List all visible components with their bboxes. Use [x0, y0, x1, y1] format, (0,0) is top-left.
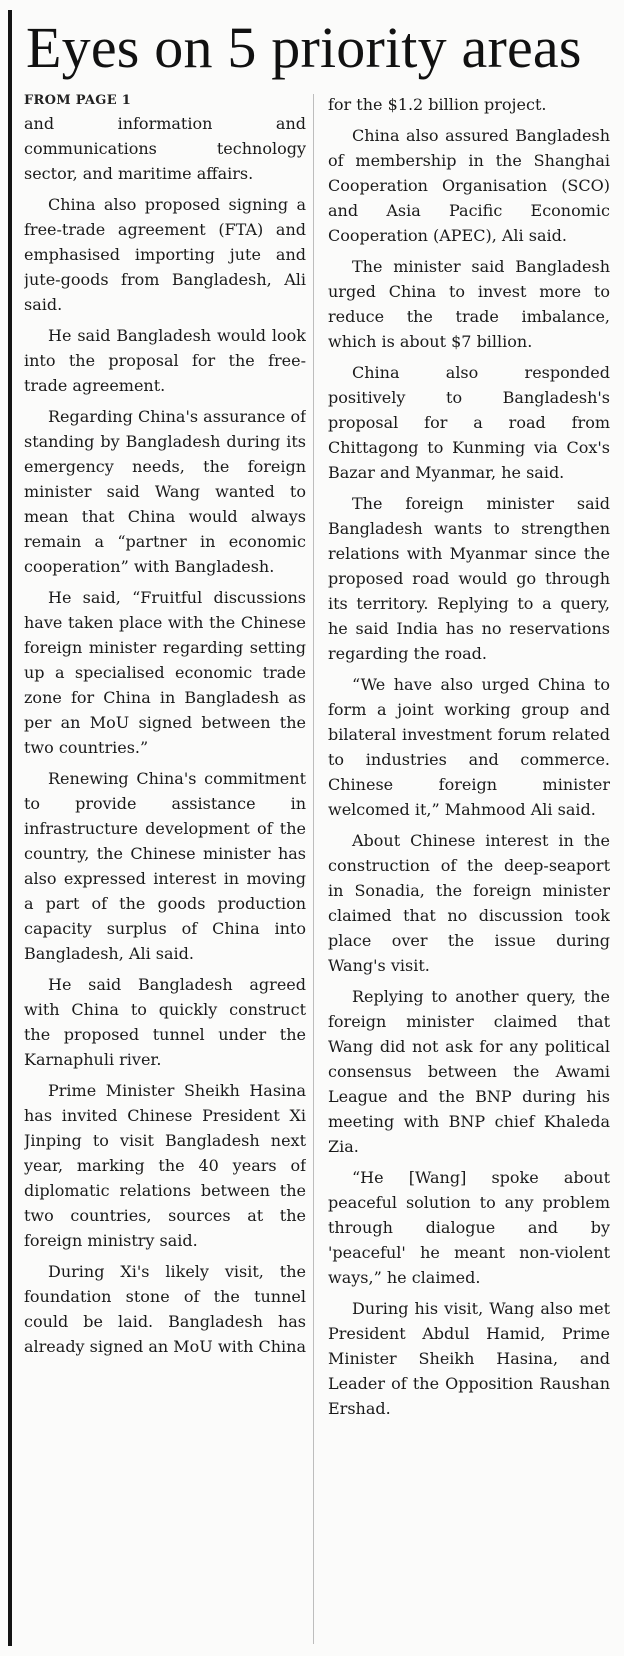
article-column-left: [24, 92, 306, 1648]
paragraph: Replying to another query, the foreign minister claimed that Wang did not ask for any political consensus between the Awami League and the BNP during his meeting with BNP chief Khaleda Zia.: [328, 987, 610, 1156]
paragraph: He said, “Fruitful discussions have taken place with the Chinese foreign minister regarding setting up a specialised economic trade zone for China in Bangladesh as per an MoU signed between the two countries.”: [24, 588, 306, 757]
paragraph: He said Bangladesh would look into the proposal for the free-trade agreement.: [24, 326, 306, 395]
paragraph: China also assured Bangladesh of membership in the Shanghai Cooperation Organisation (SCO) and Asia Pacific Economic Cooperation (APEC), Ali said.: [328, 126, 610, 245]
paragraph: “He [Wang] spoke about peaceful solution to any problem through dialogue and by 'peaceful' he meant non-violent ways,” he claimed.: [328, 1168, 610, 1287]
paragraph: China also proposed signing a free-trade agreement (FTA) and emphasised importing jute and jute-goods from Bangladesh, Ali said.: [24, 195, 306, 314]
paragraph: During Xi's likely visit, the foundation stone of the tunnel could be laid. Bangladesh has already signed an MoU with China: [24, 1262, 306, 1356]
paragraph: and information and communications technology sector, and maritime affairs.: [24, 114, 306, 183]
paragraph: The minister said Bangladesh urged China to invest more to reduce the trade imbalance, which is about $7 billion.: [328, 257, 610, 351]
paragraph: Regarding China's assurance of standing by Bangladesh during its emergency needs, the foreign minister said Wang wanted to mean that China would always remain a “partner in economic cooperation” with Bangladesh.: [24, 407, 306, 576]
column-divider: [313, 94, 314, 1644]
paragraph: The foreign minister said Bangladesh wants to strengthen relations with Myanmar since the proposed road would go through its territory. Replying to a query, he said India has no reservations regarding the road.: [328, 494, 610, 663]
paragraph: During his visit, Wang also met President Abdul Hamid, Prime Minister Sheikh Hasina, and Leader of the Opposition Raushan Ershad.: [328, 1299, 610, 1418]
article-column-right: [328, 92, 610, 1648]
left-border-rule: [8, 10, 12, 1646]
headline: Eyes on 5 priority areas: [26, 15, 582, 80]
paragraph: Renewing China's commitment to provide assistance in infrastructure development of the country, the Chinese minister has also expressed interest in moving a part of the goods production capacity surplus of China into Bangladesh, Ali said.: [24, 769, 306, 963]
paragraph: About Chinese interest in the construction of the deep-seaport in Sonadia, the foreign minister claimed that no discussion took place over the issue during Wang's visit.: [328, 831, 610, 975]
continuation-kicker: FROM PAGE 1: [24, 93, 132, 108]
paragraph: China also responded positively to Bangladesh's proposal for a road from Chittagong to Kunming via Cox's Bazar and Myanmar, he said.: [328, 363, 610, 482]
paragraph: He said Bangladesh agreed with China to quickly construct the proposed tunnel under the Karnaphuli river.: [24, 975, 306, 1069]
paragraph: for the $1.2 billion project.: [328, 95, 547, 114]
paragraph: “We have also urged China to form a joint working group and bilateral investment forum related to industries and commerce. Chinese foreign minister welcomed it,” Mahmood Ali said.: [328, 675, 610, 819]
paragraph: Prime Minister Sheikh Hasina has invited Chinese President Xi Jinping to visit Bangladesh next year, marking the 40 years of diplomatic relations between the two countries, sources at the foreign ministry said.: [24, 1081, 306, 1250]
